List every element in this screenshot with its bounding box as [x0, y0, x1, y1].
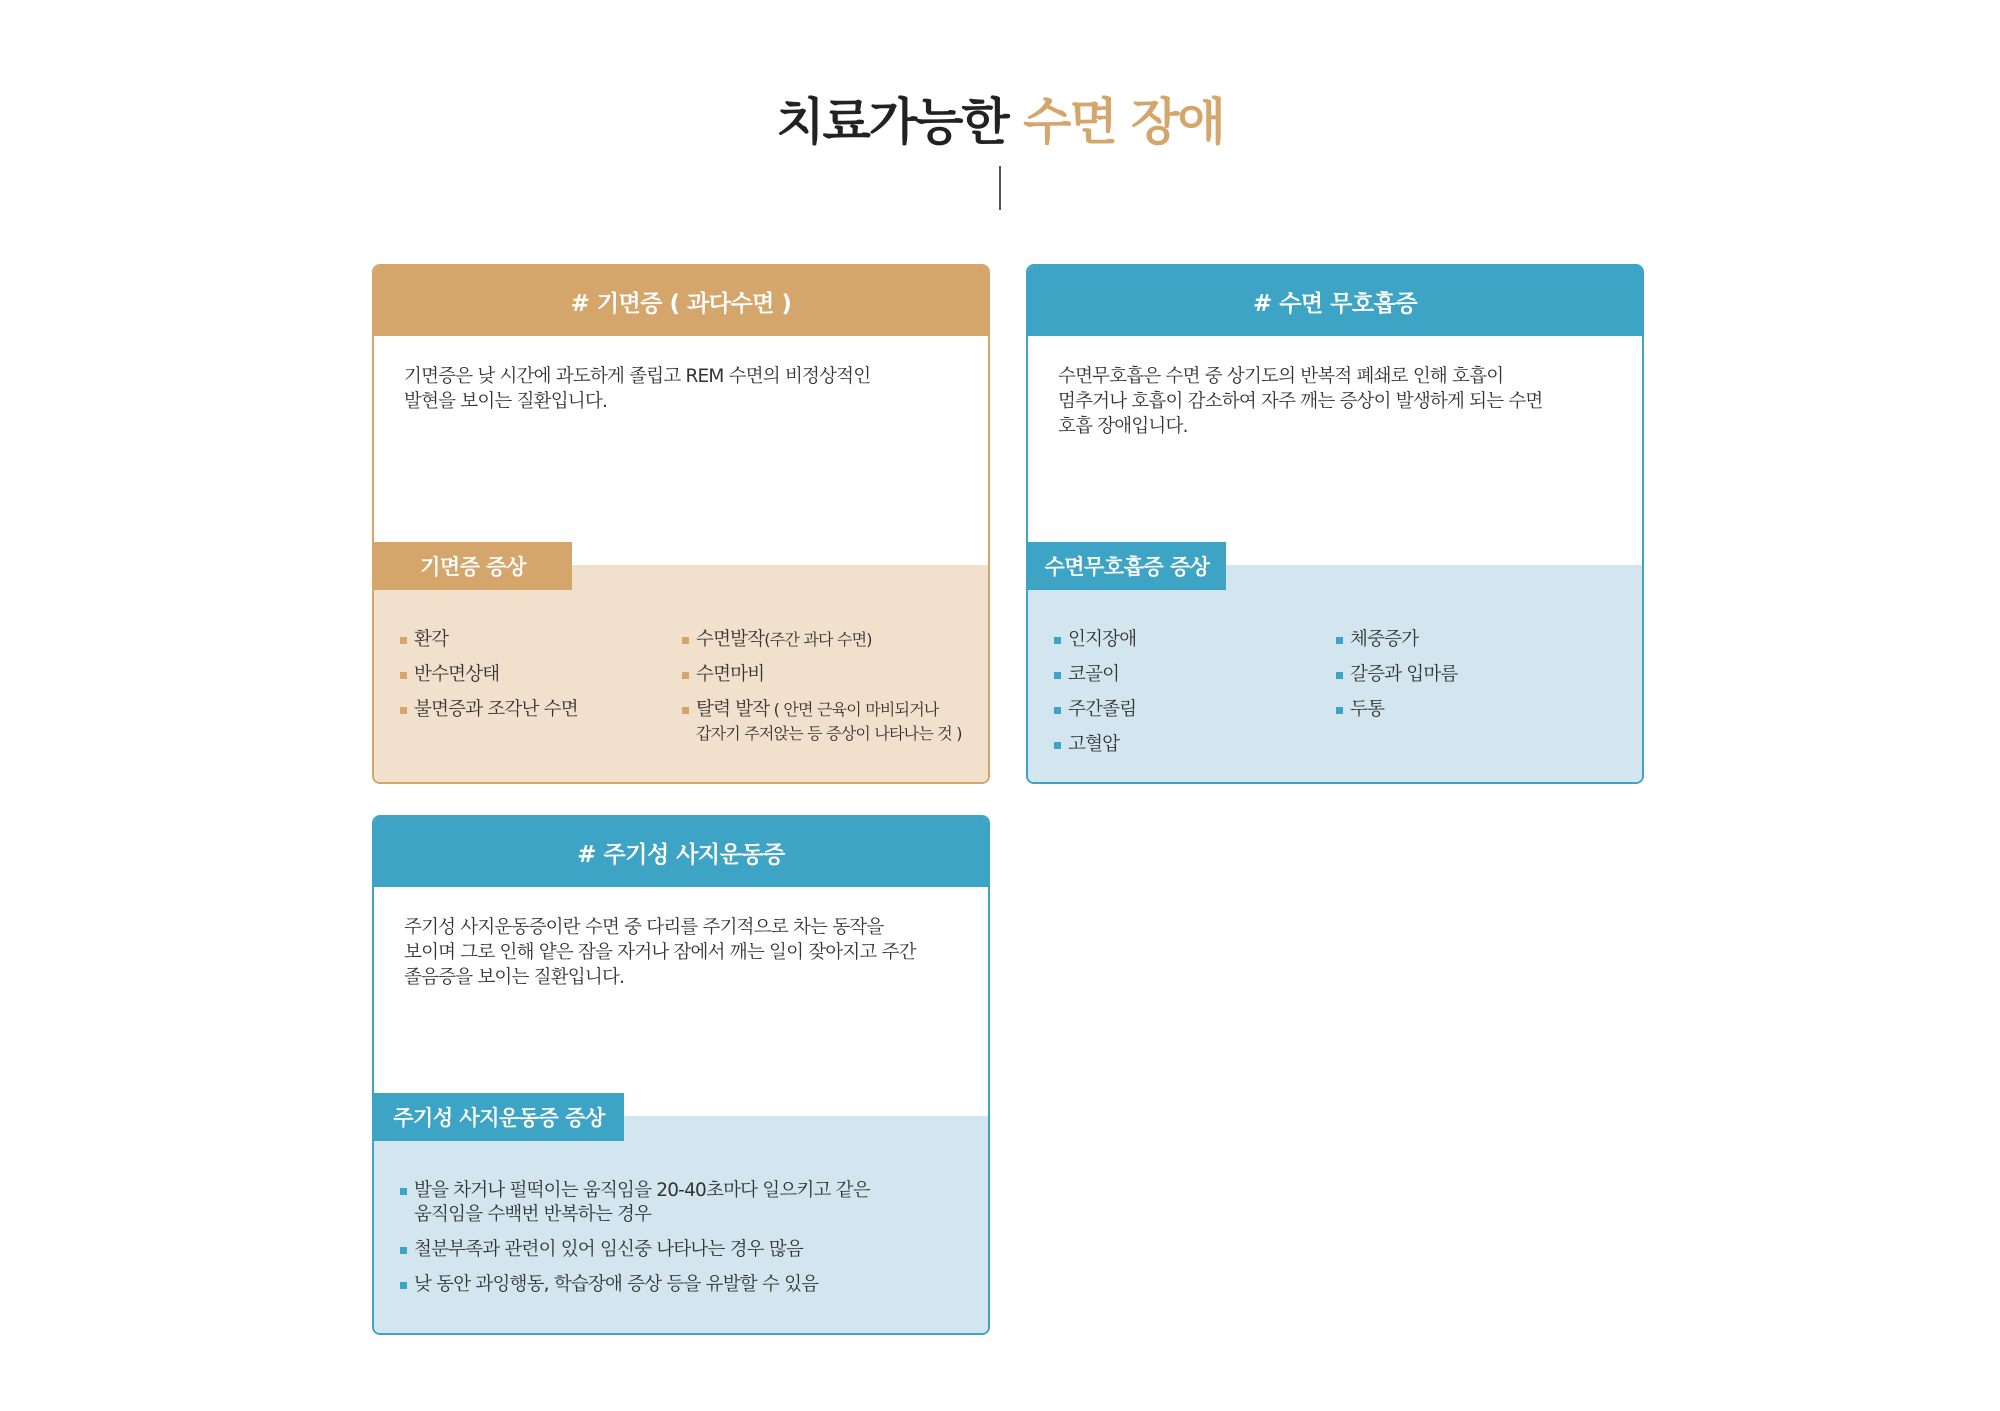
list-item: 갈증과 입마름 [1336, 663, 1458, 687]
list-item: 발을 차거나 펄떡이는 움직임을 20-40초마다 일으키고 같은 움직임을 수백번 반복하는 경우 [400, 1179, 960, 1227]
list-item: 주간졸림 [1054, 698, 1136, 722]
list-item: 코골이 [1054, 663, 1136, 687]
card-sleep-apnea [1026, 264, 1644, 784]
card-narcolepsy-symptoms-left [400, 628, 578, 733]
square-bullet-icon [682, 672, 689, 679]
card-sleep-apnea-symptoms-right [1336, 628, 1458, 733]
card-sleep-apnea-symptoms-left [1054, 628, 1136, 768]
square-bullet-icon [1336, 637, 1343, 644]
card-plmd-symptom-tab: 주기성 사지운동증 증상 [374, 1093, 624, 1141]
card-narcolepsy-header: # 기면증 ( 과다수면 ) [374, 266, 988, 336]
page-title-accent: 수면 장애 [1023, 93, 1224, 151]
card-narcolepsy-symptom-tab: 기면증 증상 [374, 542, 572, 590]
square-bullet-icon [1054, 637, 1061, 644]
square-bullet-icon [1336, 707, 1343, 714]
list-item: 낮 동안 과잉행동, 학습장애 증상 등을 유발할 수 있음 [400, 1273, 960, 1297]
square-bullet-icon [1054, 707, 1061, 714]
title-divider [999, 166, 1001, 210]
card-sleep-apnea-description: 수면무호흡은 수면 중 상기도의 반복적 폐쇄로 인해 호흡이 멈추거나 호흡이 감소하여 자주 깨는 증상이 발생하게 되는 수면 호흡 장애입니다. [1058, 366, 1543, 437]
square-bullet-icon [1054, 742, 1061, 749]
page-title [0, 82, 2000, 154]
card-plmd-header: # 주기성 사지운동증 [374, 817, 988, 887]
list-item: 체중증가 [1336, 628, 1458, 652]
list-item: 두통 [1336, 698, 1458, 722]
list-item: 고혈압 [1054, 733, 1136, 757]
list-item: 환각 [400, 628, 578, 652]
square-bullet-icon [1054, 672, 1061, 679]
square-bullet-icon [1336, 672, 1343, 679]
square-bullet-icon [400, 707, 407, 714]
list-item: 불면증과 조각난 수면 [400, 698, 578, 722]
square-bullet-icon [400, 1188, 407, 1195]
card-plmd-symptoms [400, 1179, 960, 1308]
card-narcolepsy [372, 264, 990, 784]
list-item: 탈력 발작 ( 안면 근육이 마비되거나 갑자기 주저앉는 등 증상이 나타나는 것 ) [682, 698, 987, 746]
square-bullet-icon [400, 637, 407, 644]
card-plmd [372, 815, 990, 1335]
card-plmd-description: 주기성 사지운동증이란 수면 중 다리를 주기적으로 차는 동작을 보이며 그로 인해 얕은 잠을 자거나 잠에서 깨는 일이 잦아지고 주간 졸음증을 보이는 질환입니다. [404, 917, 916, 988]
list-item: 반수면상태 [400, 663, 578, 687]
list-item: 수면발작(주간 과다 수면) [682, 628, 987, 652]
card-narcolepsy-description: 기면증은 낮 시간에 과도하게 졸립고 REM 수면의 비정상적인 발현을 보이는 질환입니다. [404, 366, 871, 412]
list-item: 인지장애 [1054, 628, 1136, 652]
card-sleep-apnea-header: # 수면 무호흡증 [1028, 266, 1642, 336]
list-item: 수면마비 [682, 663, 987, 687]
square-bullet-icon [400, 1247, 407, 1254]
square-bullet-icon [682, 637, 689, 644]
card-narcolepsy-symptoms-right [682, 628, 987, 757]
list-item: 철분부족과 관련이 있어 임신중 나타나는 경우 많음 [400, 1238, 960, 1262]
card-sleep-apnea-symptom-tab: 수면무호흡증 증상 [1028, 542, 1226, 590]
square-bullet-icon [682, 707, 689, 714]
square-bullet-icon [400, 672, 407, 679]
page-title-main: 치료가능한 [776, 93, 1008, 151]
square-bullet-icon [400, 1282, 407, 1289]
